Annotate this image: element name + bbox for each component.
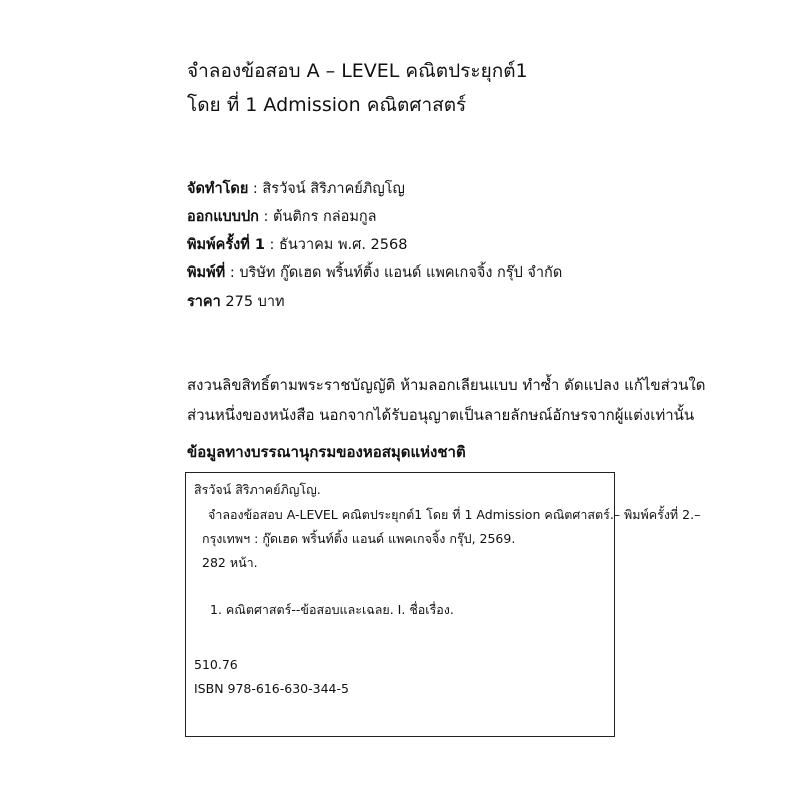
- cip-classification: 510.76: [194, 657, 238, 672]
- book-subtitle: โดย ที่ 1 Admission คณิตศาสตร์: [187, 94, 467, 116]
- cip-isbn: ISBN 978-616-630-344-5: [194, 681, 349, 696]
- credit-label: พิมพ์ที่: [187, 265, 226, 281]
- copyright-notice-line-1: สงวนลิขสิทธิ์ตามพระราชบัญญัติ ห้ามลอกเลียนแบบ ทำซ้ำ ดัดแปลง แก้ไขส่วนใด: [187, 376, 706, 394]
- cip-entry-line-1: จำลองข้อสอบ A-LEVEL คณิตประยุกต์1 โดย ที่ 1 Admission คณิตศาสตร์.– พิมพ์ครั้งที่ 2.–: [208, 507, 701, 522]
- book-title: จำลองข้อสอบ A – LEVEL คณิตประยุกต์1: [187, 60, 528, 82]
- credit-label: พิมพ์ครั้งที่ 1: [187, 237, 265, 253]
- cip-heading: ข้อมูลทางบรรณานุกรมของหอสมุดแห่งชาติ: [187, 443, 466, 461]
- credit-prepared-by: [187, 178, 405, 200]
- credit-label: ราคา: [187, 294, 221, 310]
- credit-edition: [187, 234, 407, 256]
- credit-value: 275 บาท: [220, 294, 285, 310]
- credit-value: : ต้นติกร กล่อมกูล: [258, 209, 377, 225]
- credit-value: : บริษัท กู๊ดเฮด พริ้นท์ติ้ง แอนด์ แพคเกจจิ้ง กรุ๊ป จำกัด: [225, 265, 563, 281]
- cip-pages: 282 หน้า.: [202, 555, 258, 570]
- credit-printer: [187, 262, 562, 284]
- credit-value: : สิรวัจน์ สิริภาคย์ภิญโญ: [248, 181, 405, 197]
- credit-label: ออกแบบปก: [187, 209, 259, 225]
- cip-entry-line-2: กรุงเทพฯ : กู๊ดเฮด พริ้นท์ติ้ง แอนด์ แพคเกจจิ้ง กรุ๊ป, 2569.: [202, 531, 516, 546]
- cip-record-box: [185, 472, 701, 737]
- copyright-notice-line-2: ส่วนหนึ่งของหนังสือ นอกจากได้รับอนุญาตเป็นลายลักษณ์อักษรจากผู้แต่งเท่านั้น: [187, 406, 695, 424]
- credit-price: [187, 291, 285, 313]
- credit-cover-design: [187, 206, 377, 228]
- credit-value: : ธันวาคม พ.ศ. 2568: [264, 237, 408, 253]
- credit-label: จัดทำโดย: [187, 181, 249, 197]
- cip-author: สิรวัจน์ สิริภาคย์ภิญโญ.: [194, 482, 321, 497]
- cip-subjects: 1. คณิตศาสตร์--ข้อสอบและเฉลย. I. ชื่อเรื่อง.: [210, 602, 454, 617]
